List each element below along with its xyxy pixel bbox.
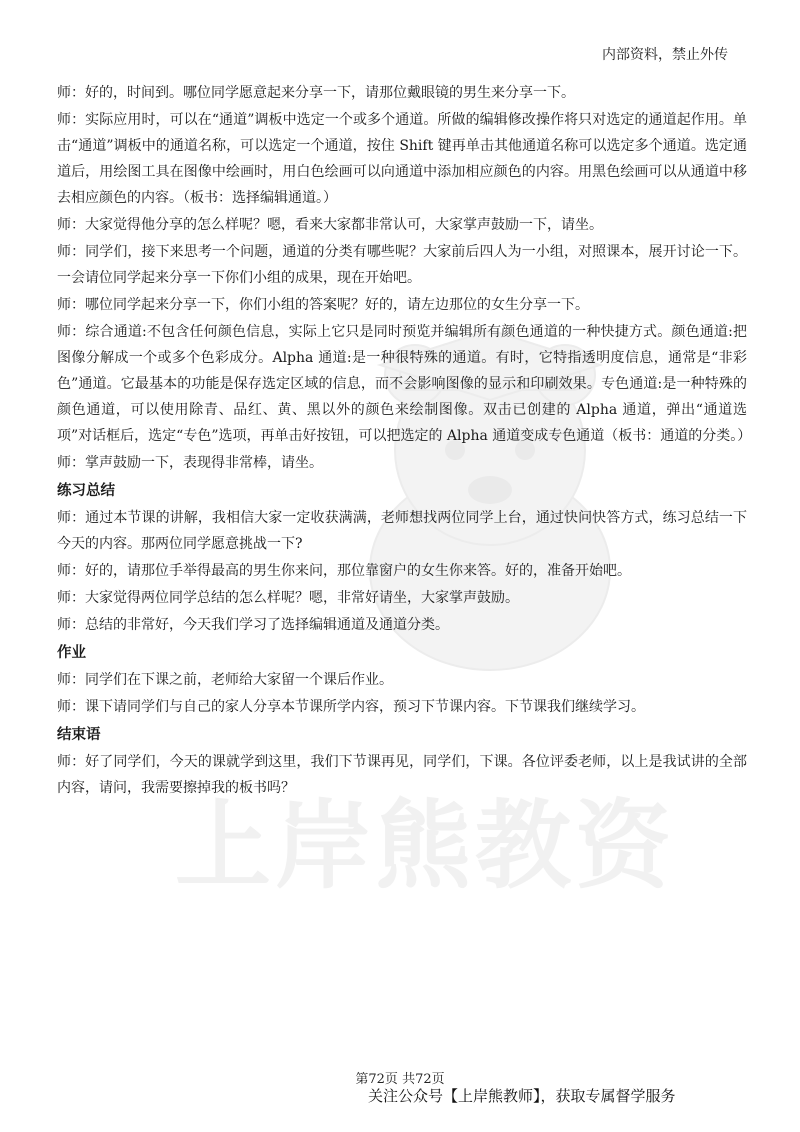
dialogue-paragraph: 师：大家觉得两位同学总结的怎么样呢？嗯，非常好请坐，大家掌声鼓励。 bbox=[57, 590, 519, 606]
section-heading-homework: 作业 bbox=[57, 644, 86, 661]
dialogue-paragraph: 师：通过本节课的讲解，我相信大家一定收获满满，老师想找两位同学上台，通过快问快答方式，练习总结一下今天的内容。那两位同学愿意挑战一下? bbox=[57, 510, 747, 552]
section-heading-summary: 练习总结 bbox=[57, 482, 115, 499]
page-number: 第72页 共72页 bbox=[355, 1072, 445, 1087]
dialogue-paragraph: 师：实际应用时，可以在“通道”调板中选定一个或多个通道。所做的编辑修改操作将只对选定的通道起作用。单击“通道”调板中的通道名称，可以选定一个通道，按住 Shift 键再单击其他通道名称可以选定多个通道。选定通道后，用绘图工具在图像中绘画时，用白色绘画可以向通道中添加相应颜色的内容。用黑色绘画可以从通道中移去相应颜色的内容。（板书：选择编辑通道。） bbox=[57, 112, 747, 206]
dialogue-paragraph: 师：总结的非常好，今天我们学习了选择编辑通道及通道分类。 bbox=[57, 617, 449, 633]
dialogue-paragraph: 师：掌声鼓励一下，表现得非常棒，请坐。 bbox=[57, 455, 323, 471]
lesson-script bbox=[57, 80, 752, 802]
dialogue-paragraph: 师：好的，请那位手举得最高的男生你来问，那位靠窗户的女生你来答。好的，准备开始吧。 bbox=[57, 563, 631, 579]
dialogue-paragraph: 师：综合通道:不包含任何颜色信息，实际上它只是同时预览并编辑所有颜色通道的一种快捷方式。颜色通道:把图像分解成一个或多个色彩成分。Alpha 通道:是一种很特殊的通道。有时，它特指透明度信息，通常是“非彩色”通道。它最基本的功能是保存选定区域的信息，而不会影响图像的显示和印刷效果。专色通道:是一种特殊的颜色通道，可以使用除青、品红、黄、黑以外的颜色来绘制图像。双击已创建的 Alpha 通道，弹出“通道选项”对话框后，选定“专色”选项，再单击好按钮，可以把选定的 Alpha 通道变成专色通道（板书：通道的分类。） bbox=[57, 324, 752, 444]
dialogue-paragraph: 师：同学们在下课之前，老师给大家留一个课后作业。 bbox=[57, 672, 393, 688]
footer-promo: 关注公众号【上岸熊教师】，获取专属督学服务 bbox=[368, 1087, 676, 1105]
confidential-note: 内部资料，禁止外传 bbox=[602, 47, 728, 63]
dialogue-paragraph: 师：好了同学们，今天的课就学到这里，我们下节课再见，同学们，下课。各位评委老师，以上是我试讲的全部内容，请问，我需要擦掉我的板书吗？ bbox=[57, 754, 747, 796]
dialogue-paragraph: 师：哪位同学起来分享一下，你们小组的答案呢？好的，请左边那位的女生分享一下。 bbox=[57, 297, 589, 313]
dialogue-paragraph: 师：同学们，接下来思考一个问题，通道的分类有哪些呢？大家前后四人为一小组，对照课本，展开讨论一下。一会请位同学起来分享一下你们小组的成果，现在开始吧。 bbox=[57, 244, 747, 286]
brand-watermark: 上岸熊教资 bbox=[175, 790, 675, 902]
section-heading-closing: 结束语 bbox=[57, 726, 101, 743]
dialogue-paragraph: 师：好的，时间到。哪位同学愿意起来分享一下，请那位戴眼镜的男生来分享一下。 bbox=[57, 85, 575, 101]
dialogue-paragraph: 师：课下请同学们与自己的家人分享本节课所学内容，预习下节课内容。下节课我们继续学习。 bbox=[57, 699, 645, 715]
dialogue-paragraph: 师：大家觉得他分享的怎么样呢？嗯，看来大家都非常认可，大家掌声鼓励一下，请坐。 bbox=[57, 217, 603, 233]
